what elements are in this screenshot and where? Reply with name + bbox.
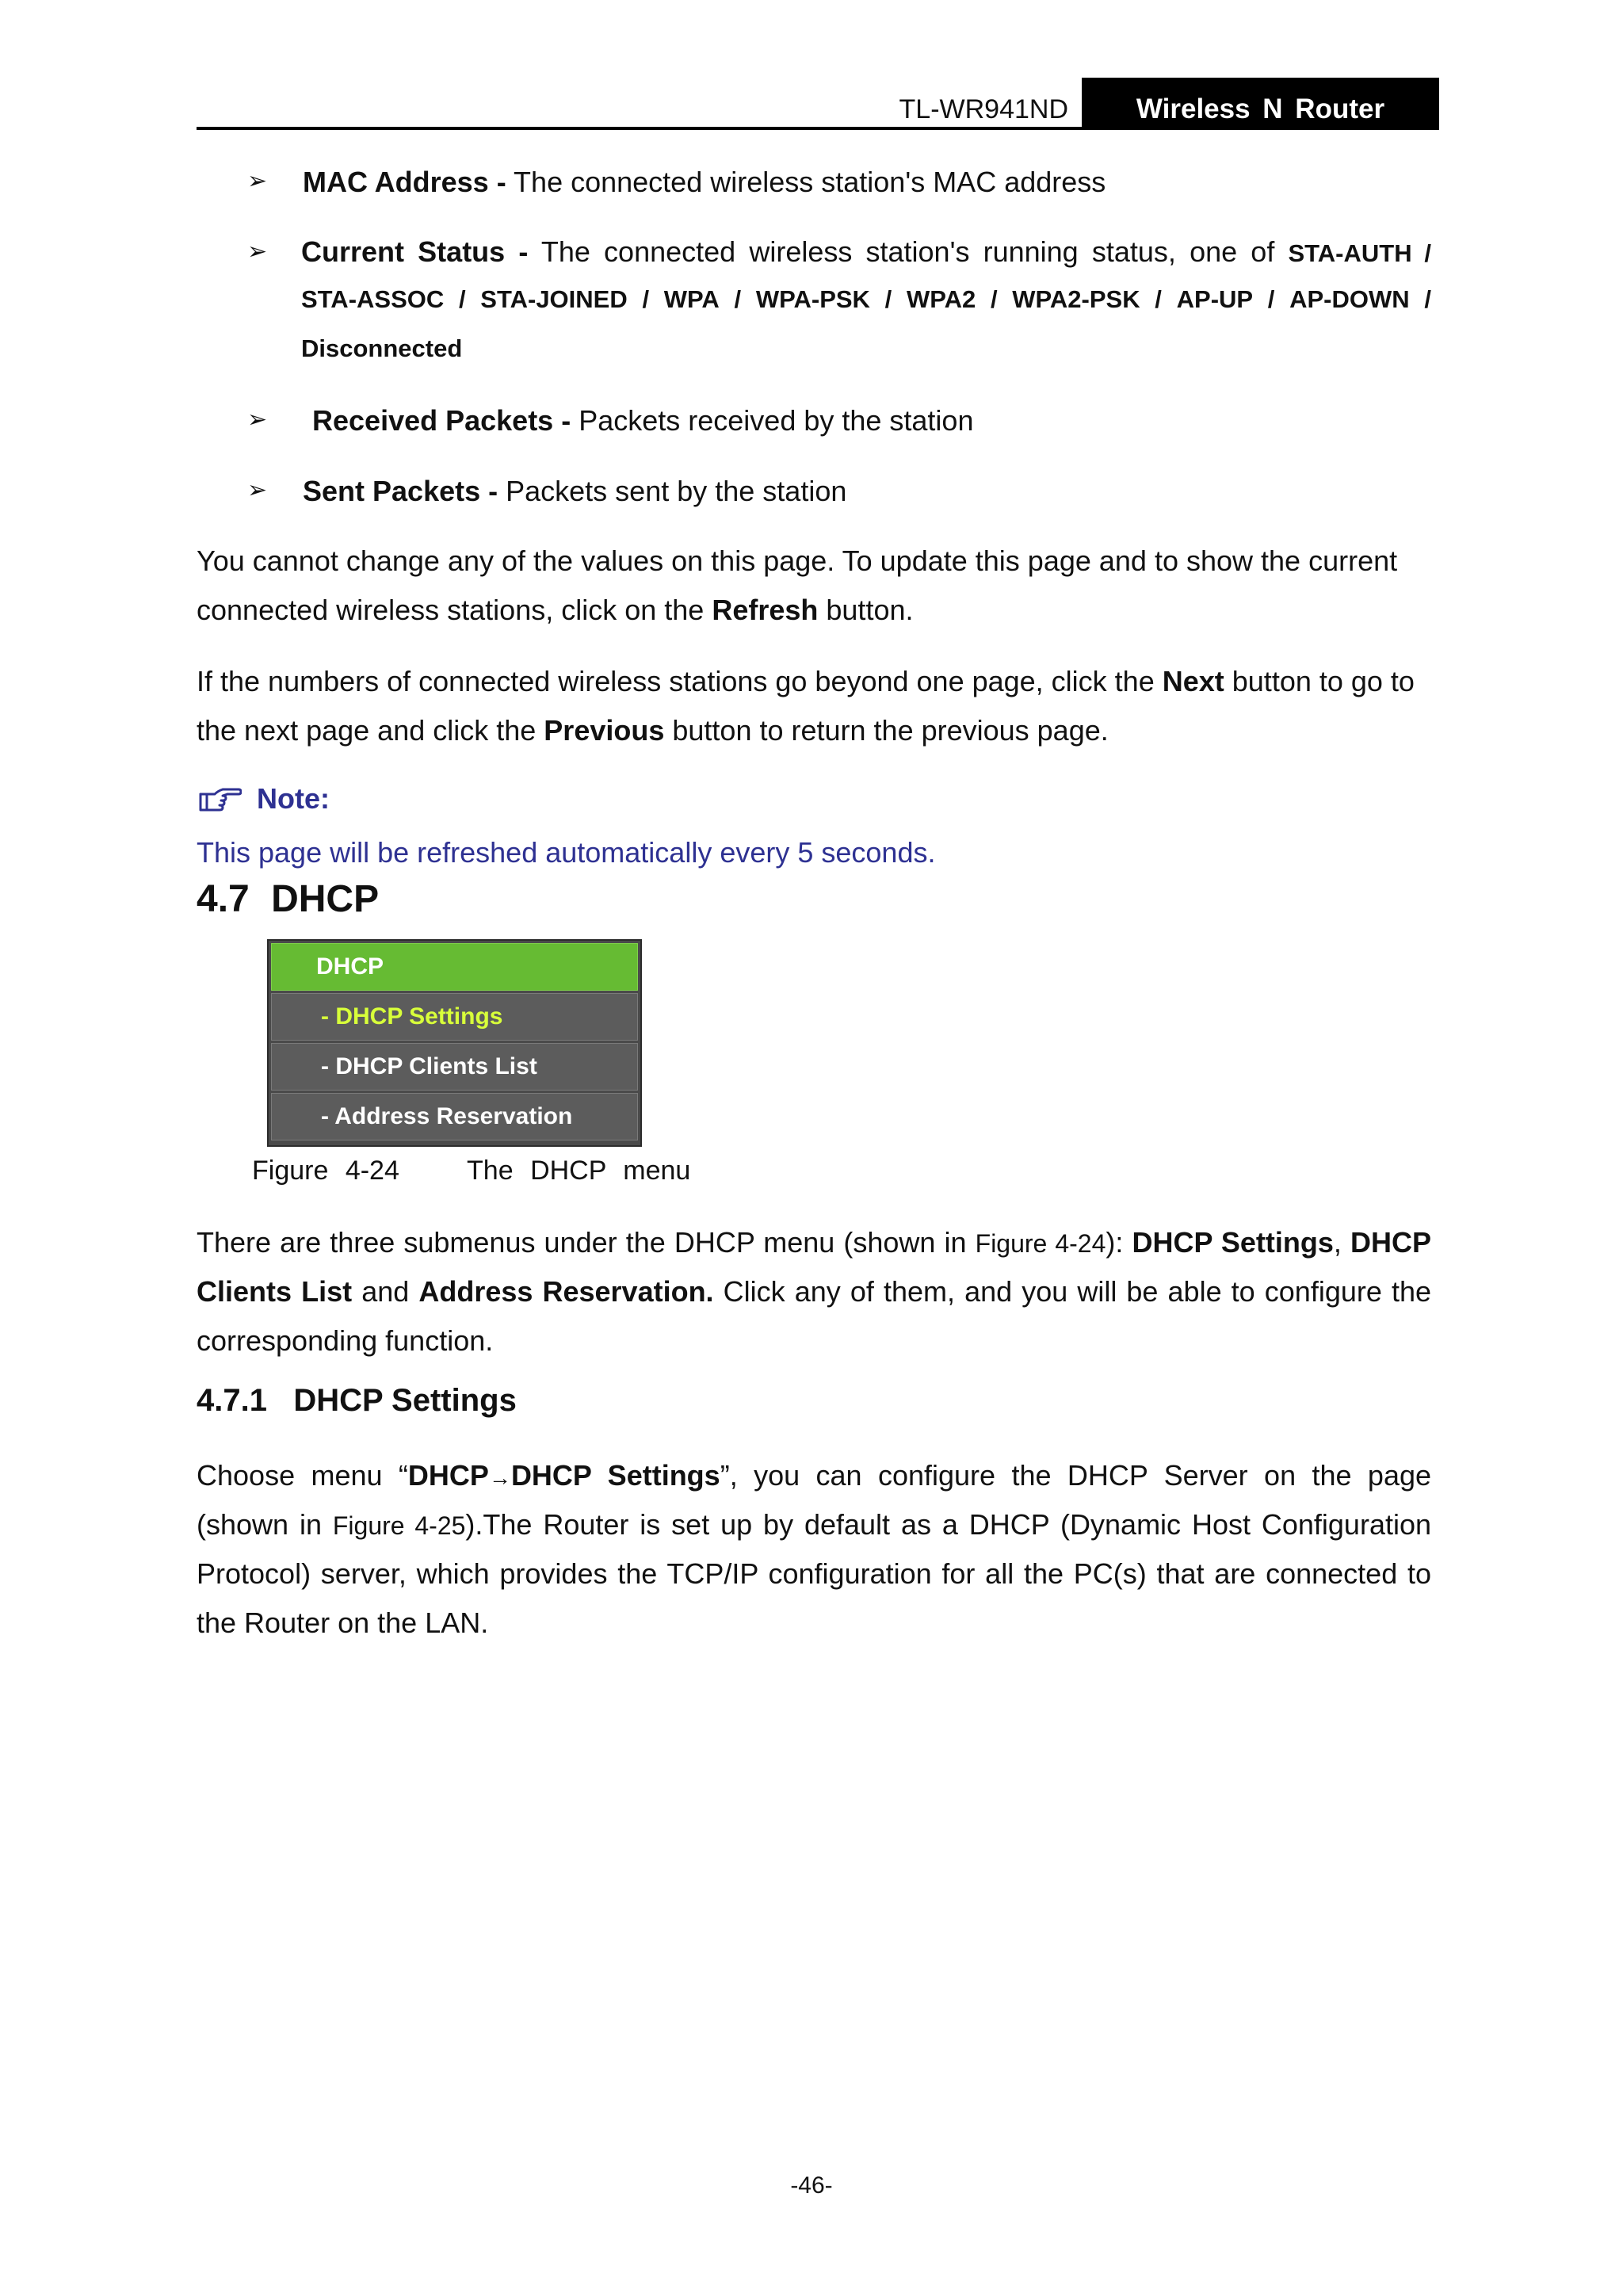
bullet-mac-address bbox=[303, 165, 1106, 200]
bullet-desc: The connected wireless station's MAC address bbox=[506, 166, 1106, 198]
status-separator: / bbox=[1267, 285, 1275, 313]
next-term: Next bbox=[1162, 665, 1224, 697]
previous-term: Previous bbox=[544, 714, 665, 747]
refresh-term: Refresh bbox=[712, 594, 819, 626]
status-separator: / bbox=[458, 285, 466, 313]
bullet-arrow-icon: ➢ bbox=[247, 477, 268, 503]
pointing-hand-icon bbox=[197, 783, 242, 815]
figure-ref: Figure 4-25 bbox=[332, 1511, 466, 1540]
status-values-line1: STA-AUTH / bbox=[1288, 239, 1431, 267]
bullet-received-packets bbox=[312, 403, 973, 438]
dhcp-term: DHCP bbox=[1350, 1226, 1432, 1259]
status-value: WPA2-PSK bbox=[1012, 285, 1140, 313]
address-reservation-term: Address Reservation. bbox=[418, 1275, 714, 1308]
status-values-line2 bbox=[301, 284, 1431, 315]
bullet-term: Sent Packets - bbox=[303, 475, 498, 507]
dhcp-settings-term: DHCP Settings bbox=[1132, 1226, 1334, 1259]
para-paging-line2 bbox=[197, 713, 1109, 748]
status-separator: / bbox=[990, 285, 998, 313]
bullet-current-status bbox=[301, 235, 1431, 271]
menu-item-address-reservation[interactable]: - Address Reservation bbox=[271, 1093, 638, 1140]
arrow-right-icon: → bbox=[488, 1465, 511, 1490]
header-rule bbox=[197, 127, 1083, 130]
subsection-title: DHCP Settings bbox=[293, 1383, 517, 1418]
text-run: Choose menu “ bbox=[197, 1459, 408, 1492]
bullet-term: MAC Address - bbox=[303, 166, 506, 198]
status-value: STA-ASSOC bbox=[301, 285, 445, 313]
bullet-desc: Packets received by the station bbox=[571, 404, 974, 437]
status-separator: / bbox=[884, 285, 892, 313]
para-submenus-line3: corresponding function. bbox=[197, 1324, 494, 1357]
status-value: WPA-PSK bbox=[755, 285, 870, 313]
subsection-number: 4.7.1 bbox=[197, 1383, 267, 1418]
section-heading bbox=[197, 876, 379, 923]
text-run: There are three submenus under the DHCP menu (shown in bbox=[197, 1226, 976, 1259]
menu-item-dhcp[interactable]: DHCP bbox=[271, 943, 638, 991]
bullet-term: Received Packets - bbox=[312, 404, 571, 437]
bullet-desc: The connected wireless station's running status, one of bbox=[528, 235, 1289, 268]
para-readonly-line1: You cannot change any of the values on this page. To update this page and to show the current bbox=[197, 544, 1398, 577]
header-title: Wireless N Router bbox=[1136, 94, 1385, 124]
status-separator: / bbox=[734, 285, 742, 313]
menu-item-dhcp-settings[interactable]: - DHCP Settings bbox=[271, 993, 638, 1041]
status-value: STA-JOINED bbox=[480, 285, 628, 313]
para-dhcp-settings-line3: Protocol) server, which provides the TCP/IP configuration for all the PC(s) that are connected to bbox=[197, 1557, 1431, 1590]
section-title: DHCP bbox=[271, 878, 380, 920]
page-number: -46- bbox=[790, 2172, 833, 2199]
text-run: Click any of them, and you will be able to configure the bbox=[713, 1275, 1431, 1308]
text-run: If the numbers of connected wireless stations go beyond one page, click the bbox=[197, 665, 1163, 697]
bullet-term: Current Status - bbox=[301, 235, 529, 268]
section-number: 4.7 bbox=[197, 878, 250, 920]
text-run: and bbox=[352, 1275, 419, 1308]
para-submenus-line2 bbox=[197, 1274, 1431, 1309]
para-submenus-line1 bbox=[197, 1225, 1431, 1261]
bullet-desc: Packets sent by the station bbox=[498, 475, 847, 507]
dhcp-term: DHCP bbox=[407, 1459, 489, 1492]
status-values-line3: Disconnected bbox=[301, 334, 463, 362]
status-value: AP-DOWN bbox=[1289, 285, 1410, 313]
para-dhcp-settings-line4: the Router on the LAN. bbox=[197, 1606, 489, 1639]
text-run: the next page and click the bbox=[197, 714, 544, 747]
note-title: Note: bbox=[257, 782, 330, 815]
bullet-sent-packets bbox=[303, 474, 846, 509]
menu-item-dhcp-clients-list[interactable]: - DHCP Clients List bbox=[271, 1043, 638, 1091]
subsection-heading bbox=[197, 1381, 517, 1420]
status-separator: / bbox=[642, 285, 650, 313]
text-run: connected wireless stations, click on the bbox=[197, 594, 712, 626]
text-run: button to return the previous page. bbox=[664, 714, 1109, 747]
clients-list-term: Clients List bbox=[197, 1275, 353, 1308]
text-run: ): bbox=[1106, 1226, 1132, 1259]
dhcp-settings-term: DHCP Settings bbox=[510, 1459, 720, 1492]
text-run: button to go to bbox=[1224, 665, 1415, 697]
status-value: WPA bbox=[663, 285, 720, 313]
status-separator: / bbox=[1155, 285, 1162, 313]
note-body: This page will be refreshed automatically every 5 seconds. bbox=[197, 836, 936, 869]
bullet-arrow-icon: ➢ bbox=[247, 407, 268, 433]
figure-ref: Figure 4-24 bbox=[975, 1229, 1106, 1258]
para-dhcp-settings-line2 bbox=[197, 1507, 1431, 1543]
text-run: ”, you can configure the DHCP Server on the page bbox=[720, 1459, 1432, 1492]
text-run: ).The Router is set up by default as a DHCP (Dynamic Host Configuration bbox=[465, 1508, 1432, 1541]
status-value: AP-UP bbox=[1176, 285, 1254, 313]
text-run: button. bbox=[818, 594, 914, 626]
para-paging-line1 bbox=[197, 664, 1415, 699]
bullet-arrow-icon: ➢ bbox=[247, 239, 268, 265]
status-separator: / bbox=[1424, 285, 1431, 313]
para-dhcp-settings-line1 bbox=[197, 1458, 1431, 1496]
text-run: (shown in bbox=[197, 1508, 333, 1541]
bullet-arrow-icon: ➢ bbox=[247, 168, 268, 194]
header-model: TL-WR941ND bbox=[899, 94, 1068, 124]
status-value: WPA2 bbox=[906, 285, 976, 313]
text-run: , bbox=[1333, 1226, 1350, 1259]
dhcp-menu bbox=[267, 939, 642, 1147]
para-readonly-line2 bbox=[197, 593, 913, 628]
figure-caption: Figure 4-24 The DHCP menu bbox=[252, 1156, 691, 1186]
